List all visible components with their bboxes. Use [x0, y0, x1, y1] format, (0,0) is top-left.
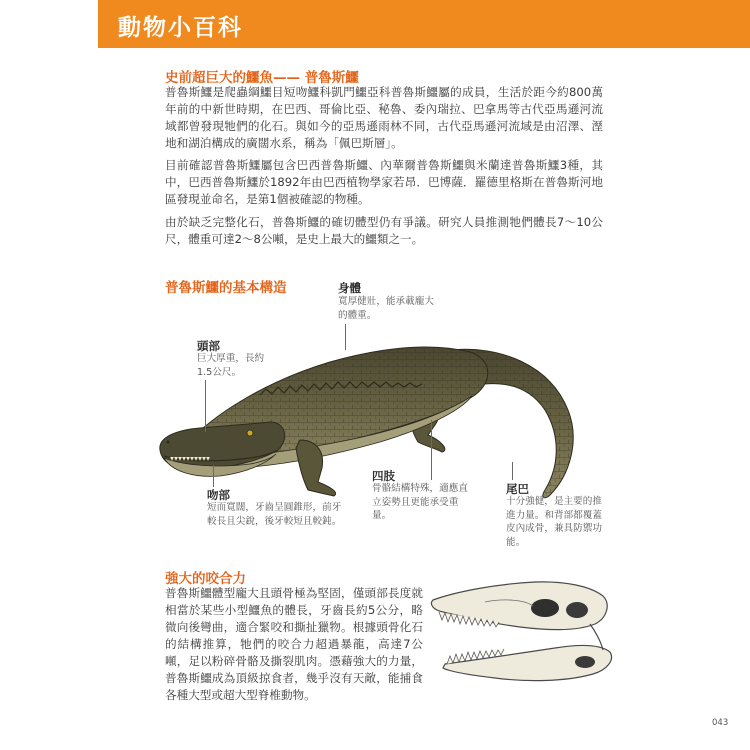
skull-illustration — [425, 572, 620, 697]
label-head-title: 頭部 — [197, 339, 220, 353]
leader-line-body — [345, 324, 346, 350]
leader-line-head — [205, 380, 206, 432]
label-body-title: 身體 — [338, 281, 361, 295]
croc-eye — [247, 430, 253, 436]
label-mouth-text: 短而寬闊，牙齒呈圓錐形，前牙較長且尖銳，後牙較短且較鈍。 — [207, 502, 342, 527]
bite-force-paragraph: 普魯斯鱷體型龐大且頭骨極為堅固，僅頭部長度就相當於某些小型鱷魚的體長，牙齒長約5公分，略微向後彎曲，適合緊咬和撕扯獵物。根據頭骨化石的結構推算，牠們的咬合力超過暴龍，高達7公噸，足以粉碎骨骼及撕裂肌肉。憑藉強大的力量，普魯斯鱷成為頂級掠食者，幾乎沒有天敵，能捕食各種大型或超大型脊椎動物。 — [165, 586, 423, 702]
page-header-title: 動物小百科 — [118, 15, 243, 41]
page-header-banner — [98, 0, 750, 48]
section-heading-bite-force: 強大的咬合力 — [165, 571, 246, 587]
label-limbs-text: 骨骼結構特殊，適應直立姿勢且更能承受重量。 — [372, 483, 468, 521]
intro-paragraph-2: 目前確認普魯斯鱷屬包含巴西普魯斯鱷、內華爾普魯斯鱷與米蘭達普魯斯鱷3種，其中，巴西普魯斯鱷於1892年由巴西植物學家若昂．巴博薩．羅德里格斯在普魯斯河地區發現並命名，是第1個被確認的物種。 — [165, 158, 603, 206]
intro-paragraph-3: 由於缺乏完整化石，普魯斯鱷的確切體型仍有爭議。研究人員推測牠們體長7～10公尺，體重可達2～8公噸，是史上最大的鱷類之一。 — [165, 215, 603, 246]
label-tail-text: 十分強健，是主要的推進力量。和背部都覆蓋皮內成骨，兼具防禦功能。 — [506, 496, 602, 548]
label-body-text: 寬厚健壯，能承載龐大的體重。 — [338, 296, 434, 321]
leader-line-tail — [512, 462, 513, 480]
section-heading-anatomy: 普魯斯鱷的基本構造 — [165, 280, 287, 296]
leader-line-mouth — [213, 465, 214, 487]
label-mouth-title: 吻部 — [207, 488, 230, 502]
leader-line-limbs — [431, 420, 432, 480]
page-number: 043 — [712, 718, 729, 728]
section-heading-purussaurus: 史前超巨大的鱷魚—— 普魯斯鱷 — [165, 70, 359, 86]
label-limbs-title: 四肢 — [372, 469, 395, 483]
intro-paragraph-1: 普魯斯鱷是爬蟲綱鱷目短吻鱷科凱門鱷亞科普魯斯鱷屬的成員，生活於距今約800萬年前的中新世時期，在巴西、哥倫比亞、秘魯、委內瑞拉、巴拿馬等古代亞馬遜河流域都曾發現牠們的化石。與如今的亞馬遜雨林不同，古代亞馬遜河流域是由沼澤、溼地和湖泊構成的廣闊水系，稱為「佩巴斯層」。 — [165, 85, 603, 150]
label-head-text: 巨大厚重，長約1.5公尺。 — [197, 353, 265, 378]
label-tail-title: 尾巴 — [506, 482, 529, 496]
